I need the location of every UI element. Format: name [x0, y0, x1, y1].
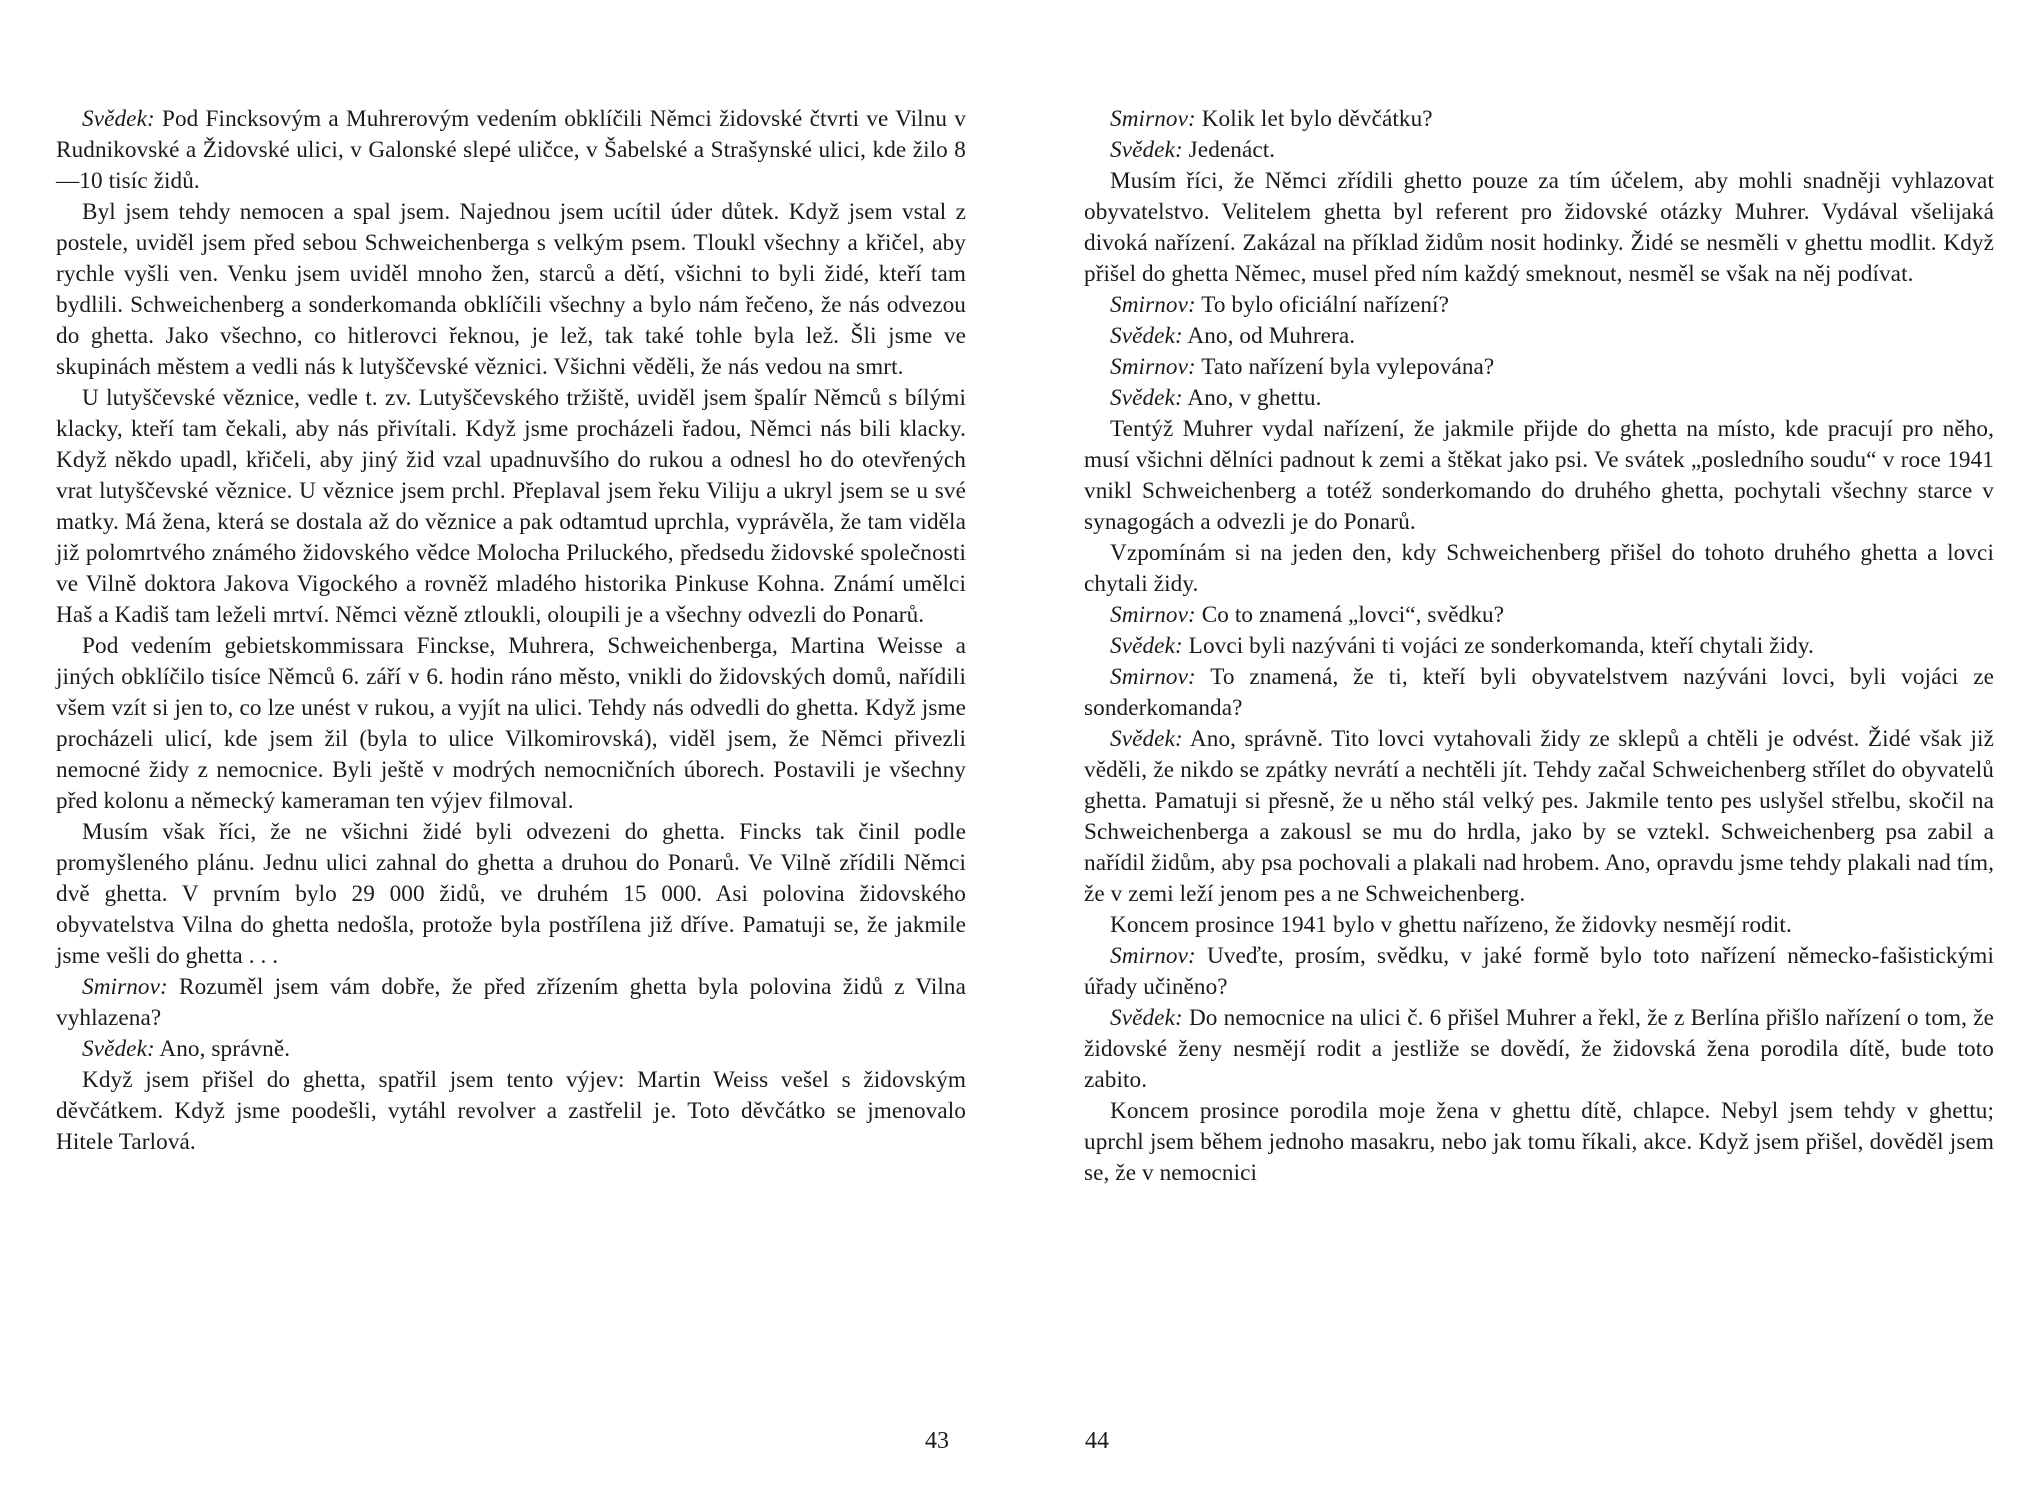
- paragraph-text: Musím však říci, že ne všichni židé byli odvezeni do ghetta. Fincks tak činil podle promyšleného plánu. Jednu ulici zahnal do ghetta a druhou do Ponarů. Ve Vilně zřídili Němci dvě ghetta. V prvním bylo 29 000 židů, ve druhém 15 000. Asi polovina židovského obyvatelstva Vilna do ghetta nedošla, protože byla postřílena již dříve. Pamatuji se, že jakmile jsme vešli do ghetta . . .: [56, 819, 966, 969]
- paragraph-text: Jedenáct.: [1182, 137, 1276, 163]
- paragraph: [1084, 662, 1994, 724]
- speaker-label: Smirnov:: [1110, 602, 1196, 628]
- paragraph-text: Kolik let bylo děvčátku?: [1195, 106, 1433, 132]
- paragraph: [1084, 1003, 1994, 1096]
- paragraph: [1084, 724, 1994, 910]
- paragraph-text: Do nemocnice na ulici č. 6 přišel Muhrer a řekl, že z Berlína přišlo nařízení o tom, že židovské ženy nesmějí rodit a jestliže se dovědí, že židovská žena porodila dítě, bude toto zabito.: [1084, 1005, 1994, 1093]
- speaker-label: Smirnov:: [1110, 106, 1196, 132]
- paragraph-text: To bylo oficiální nařízení?: [1195, 292, 1449, 318]
- speaker-label: Svědek:: [1110, 726, 1183, 752]
- paragraph-text: To znamená, že ti, kteří byli obyvatelstvem nazýváni lovci, byli vojáci ze sonderkomanda?: [1084, 664, 1994, 721]
- page-number-left: 43: [925, 1428, 949, 1454]
- paragraph-text: Rozuměl jsem vám dobře, že před zřízením ghetta byla polovina židů z Vilna vyhlazena?: [56, 974, 966, 1031]
- paragraph-text: Byl jsem tehdy nemocen a spal jsem. Najednou jsem ucítil úder důtek. Když jsem vstal z postele, uviděl jsem před sebou Schweichenberga s velkým psem. Tloukl všechny a křičel, aby rychle vyšli ven. Venku jsem uviděl mnoho žen, starců a dětí, všichni to byli židé, kteří tam bydlili. Schweichenberg a sonderkomanda obklíčili všechny a bylo nám řečeno, že nás odvezou do ghetta. Jako všechno, co hitlerovci řeknou, je lež, tak také tohle byla lež. Šli jsme ve skupinách městem a vedli nás k lutyščevské věznici. Všichni věděli, že nás vedou na smrt.: [56, 199, 966, 380]
- left-page-text: [56, 104, 966, 1158]
- paragraph: [1084, 910, 1994, 941]
- paragraph-text: Koncem prosince porodila moje žena v ghettu dítě, chlapce. Nebyl jsem tehdy v ghettu; uprchl jsem během jednoho masakru, nebo jak tomu říkali, akce. Když jsem přišel, dověděl jsem se, že v nemocnici: [1084, 1098, 1994, 1186]
- speaker-label: Smirnov:: [1110, 292, 1196, 318]
- paragraph: [56, 104, 966, 197]
- paragraph: [1084, 166, 1994, 290]
- paragraph-text: U lutyščevské věznice, vedle t. zv. Lutyščevského tržiště, uviděl jsem špalír Němců s bílými klacky, kteří tam čekali, aby nás přivítali. Když jsme procházeli řadou, Němci nás bili klacky. Když někdo upadl, křičeli, aby jiný žid vzal upadnuvšího do rukou a odnesl ho do otevřených vrat lutyščevské věznice. U věznice jsem prchl. Přeplaval jsem řeku Viliju a ukryl jsem se u své matky. Má žena, která se dostala až do věznice a pak odtamtud uprchla, vyprávěla, že tam viděla již polomrtvého známého židovského vědce Molocha Priluckého, předsedu židovské společnosti ve Vilně doktora Jakova Vigockého a rovněž mladého historika Pinkuse Kohna. Známí umělci Haš a Kadiš tam leželi mrtví. Němci vězně ztloukli, oloupili je a všechny odvezli do Ponarů.: [56, 385, 966, 628]
- paragraph-text: Lovci byli nazýváni ti vojáci ze sonderkomanda, kteří chytali židy.: [1182, 633, 1814, 659]
- paragraph: [56, 383, 966, 631]
- paragraph-text: Uveďte, prosím, svědku, v jaké formě bylo toto nařízení německo-fašistickými úřady učiněno?: [1084, 943, 1994, 1000]
- paragraph: [56, 631, 966, 817]
- speaker-label: Svědek:: [1110, 1005, 1183, 1031]
- paragraph-text: Pod vedením gebietskommissara Finckse, Muhrera, Schweichenberga, Martina Weisse a jiných obklíčilo tisíce Němců 6. září v 6. hodin ráno město, vnikli do židovských domů, nařídili všem vzít si jen to, co lze unést v rukou, a vyjít na ulici. Tehdy nás odvedli do ghetta. Když jsme procházeli ulicí, kde jsem žil (byla to ulice Vilkomirovská), viděl jsem, že Němci přivezli nemocné židy z nemocnice. Byli ještě v modrých nemocničních úborech. Postavili je všechny před kolonu a německý kameraman ten výjev filmoval.: [56, 633, 966, 814]
- paragraph-text: Ano, od Muhrera.: [1182, 323, 1356, 349]
- speaker-label: Svědek:: [1110, 323, 1183, 349]
- paragraph: [56, 972, 966, 1034]
- speaker-label: Smirnov:: [82, 974, 168, 1000]
- speaker-label: Smirnov:: [1110, 664, 1196, 690]
- paragraph-text: Musím říci, že Němci zřídili ghetto pouze za tím účelem, aby mohli snadněji vyhlazovat obyvatelstvo. Velitelem ghetta byl referent pro židovské otázky Muhrer. Vydával všelijaká divoká nařízení. Zakázal na příklad židům nosit hodinky. Židé se nesměli v ghettu modlit. Když přišel do ghetta Němec, musel před ním každý smeknout, nesměl se však na něj podívat.: [1084, 168, 1994, 287]
- paragraph-text: Vzpomínám si na jeden den, kdy Schweichenberg přišel do tohoto druhého ghetta a lovci chytali židy.: [1084, 540, 1994, 597]
- page-number-right: 44: [1085, 1428, 1109, 1454]
- paragraph: [1084, 1096, 1994, 1189]
- paragraph-text: Když jsem přišel do ghetta, spatřil jsem tento výjev: Martin Weiss vešel s židovským děvčátkem. Když jsme poodešli, vytáhl revolver a zastřelil je. Toto děvčátko se jmenovalo Hitele Tarlová.: [56, 1067, 966, 1155]
- paragraph-text: Ano, v ghettu.: [1182, 385, 1322, 411]
- speaker-label: Svědek:: [82, 1036, 155, 1062]
- paragraph: [1084, 104, 1994, 135]
- paragraph: [56, 1034, 966, 1065]
- paragraph: [1084, 383, 1994, 414]
- paragraph: [1084, 135, 1994, 166]
- paragraph-text: Koncem prosince 1941 bylo v ghettu nařízeno, že židovky nesmějí rodit.: [1110, 912, 1792, 938]
- paragraph: [1084, 321, 1994, 352]
- paragraph-text: Ano, správně.: [154, 1036, 291, 1062]
- paragraph: [1084, 352, 1994, 383]
- paragraph: [56, 1065, 966, 1158]
- paragraph-text: Ano, správně. Tito lovci vytahovali židy ze sklepů a chtěli je odvést. Židé však již věděli, že nikdo se zpátky nevrátí a nechtěli jít. Tehdy začal Schweichenberg střílet do obyvatelů ghetta. Pamatuji si přesně, že u něho stál velký pes. Jakmile tento pes uslyšel střelbu, skočil na Schweichenberga a zakousl se mu do hrdla, jako by se vztekl. Schweichenberg psa zabil a nařídil židům, aby psa pochovali a plakali nad hrobem. Ano, opravdu jsme tehdy plakali nad tím, že v zemi leží jenom pes a ne Schweichenberg.: [1084, 726, 1994, 907]
- speaker-label: Svědek:: [1110, 137, 1183, 163]
- speaker-label: Svědek:: [82, 106, 155, 132]
- paragraph-text: Tentýž Muhrer vydal nařízení, že jakmile přijde do ghetta na místo, kde pracují pro něho, musí všichni dělníci padnout k zemi a štěkat jako psi. Ve svátek „posledního soudu“ v roce 1941 vnikl Schweichenberg a totéž sonderkomando do druhého ghetta, pochytali všechny starce v synagogách a odvezli je do Ponarů.: [1084, 416, 1994, 535]
- speaker-label: Smirnov:: [1110, 354, 1196, 380]
- paragraph: [1084, 538, 1994, 600]
- paragraph: [1084, 631, 1994, 662]
- paragraph-text: Co to znamená „lovci“, svědku?: [1195, 602, 1505, 628]
- speaker-label: Smirnov:: [1110, 943, 1196, 969]
- paragraph: [56, 817, 966, 972]
- paragraph-text: Tato nařízení byla vylepována?: [1195, 354, 1495, 380]
- paragraph: [1084, 414, 1994, 538]
- speaker-label: Svědek:: [1110, 633, 1183, 659]
- paragraph: [56, 197, 966, 383]
- right-page-text: [1084, 104, 1994, 1189]
- paragraph: [1084, 290, 1994, 321]
- paragraph-text: Pod Fincksovým a Muhrerovým vedením obklíčili Němci židovské čtvrti ve Vilnu v Rudnikovské a Židovské ulici, v Galonské slepé uličce, v Šabelské a Strašynské ulici, kde žilo 8—10 tisíc židů.: [56, 106, 966, 194]
- speaker-label: Svědek:: [1110, 385, 1183, 411]
- paragraph: [1084, 600, 1994, 631]
- paragraph: [1084, 941, 1994, 1003]
